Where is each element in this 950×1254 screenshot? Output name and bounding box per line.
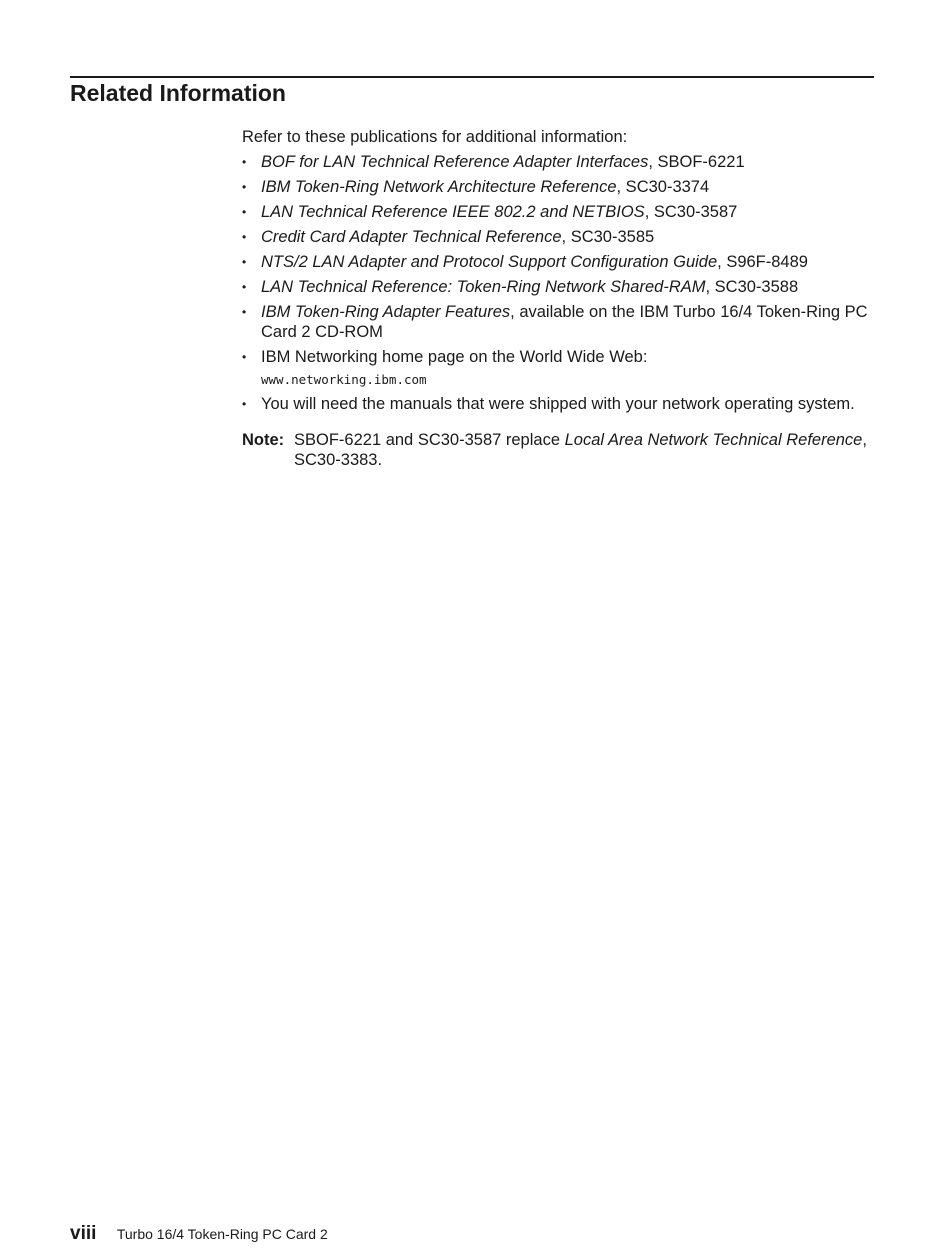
publication-list (242, 152, 882, 414)
web-item (242, 347, 882, 389)
section-title: Related Information (70, 80, 286, 106)
note-reference-title: Local Area Network Technical Reference (564, 431, 863, 449)
page-number: viii (70, 1223, 97, 1244)
manuals-text: You will need the manuals that were shipped with your network operating system. (261, 395, 855, 413)
manuals-item (242, 394, 882, 414)
note-text-before: SBOF-6221 and SC30-3587 replace (294, 431, 565, 449)
intro-text: Refer to these publications for additional information: (242, 128, 628, 146)
publication-item (242, 277, 882, 297)
publication-number: , SC30-3374 (616, 178, 710, 196)
note (242, 430, 882, 470)
publication-title: LAN Technical Reference: Token-Ring Network Shared-RAM (261, 278, 706, 296)
publication-title: IBM Token-Ring Network Architecture Reference (261, 178, 617, 196)
publication-item (242, 152, 882, 172)
publication-item (242, 302, 882, 342)
publication-item (242, 177, 882, 197)
note-text-after: , SC30-3383. (294, 431, 867, 469)
content-body (242, 127, 882, 470)
publication-title: NTS/2 LAN Adapter and Protocol Support Configuration Guide (261, 253, 718, 271)
publication-title: LAN Technical Reference IEEE 802.2 and NETBIOS (261, 203, 645, 221)
publication-number: , SC30-3585 (561, 228, 655, 246)
publication-item (242, 252, 882, 272)
publication-title: BOF for LAN Technical Reference Adapter Interfaces (261, 153, 649, 171)
publication-item (242, 227, 882, 247)
publication-title: IBM Token-Ring Adapter Features (261, 303, 511, 321)
publication-number: , SC30-3587 (644, 203, 738, 221)
publication-item (242, 202, 882, 222)
publication-availability: , available on the IBM Turbo 16/4 Token-Ring PC Card 2 CD-ROM (261, 303, 868, 341)
note-label: Note: (242, 431, 285, 449)
page-footer (70, 1223, 328, 1245)
publication-number: , SC30-3588 (705, 278, 799, 296)
publication-number: , SBOF-6221 (648, 153, 745, 171)
publication-title: Credit Card Adapter Technical Reference (261, 228, 562, 246)
web-text: IBM Networking home page on the World Wide Web: (261, 348, 648, 366)
book-title: Turbo 16/4 Token-Ring PC Card 2 (116, 1226, 328, 1242)
publication-number: , S96F-8489 (717, 253, 808, 271)
web-url-link[interactable]: www.networking.ibm.com (261, 372, 427, 387)
